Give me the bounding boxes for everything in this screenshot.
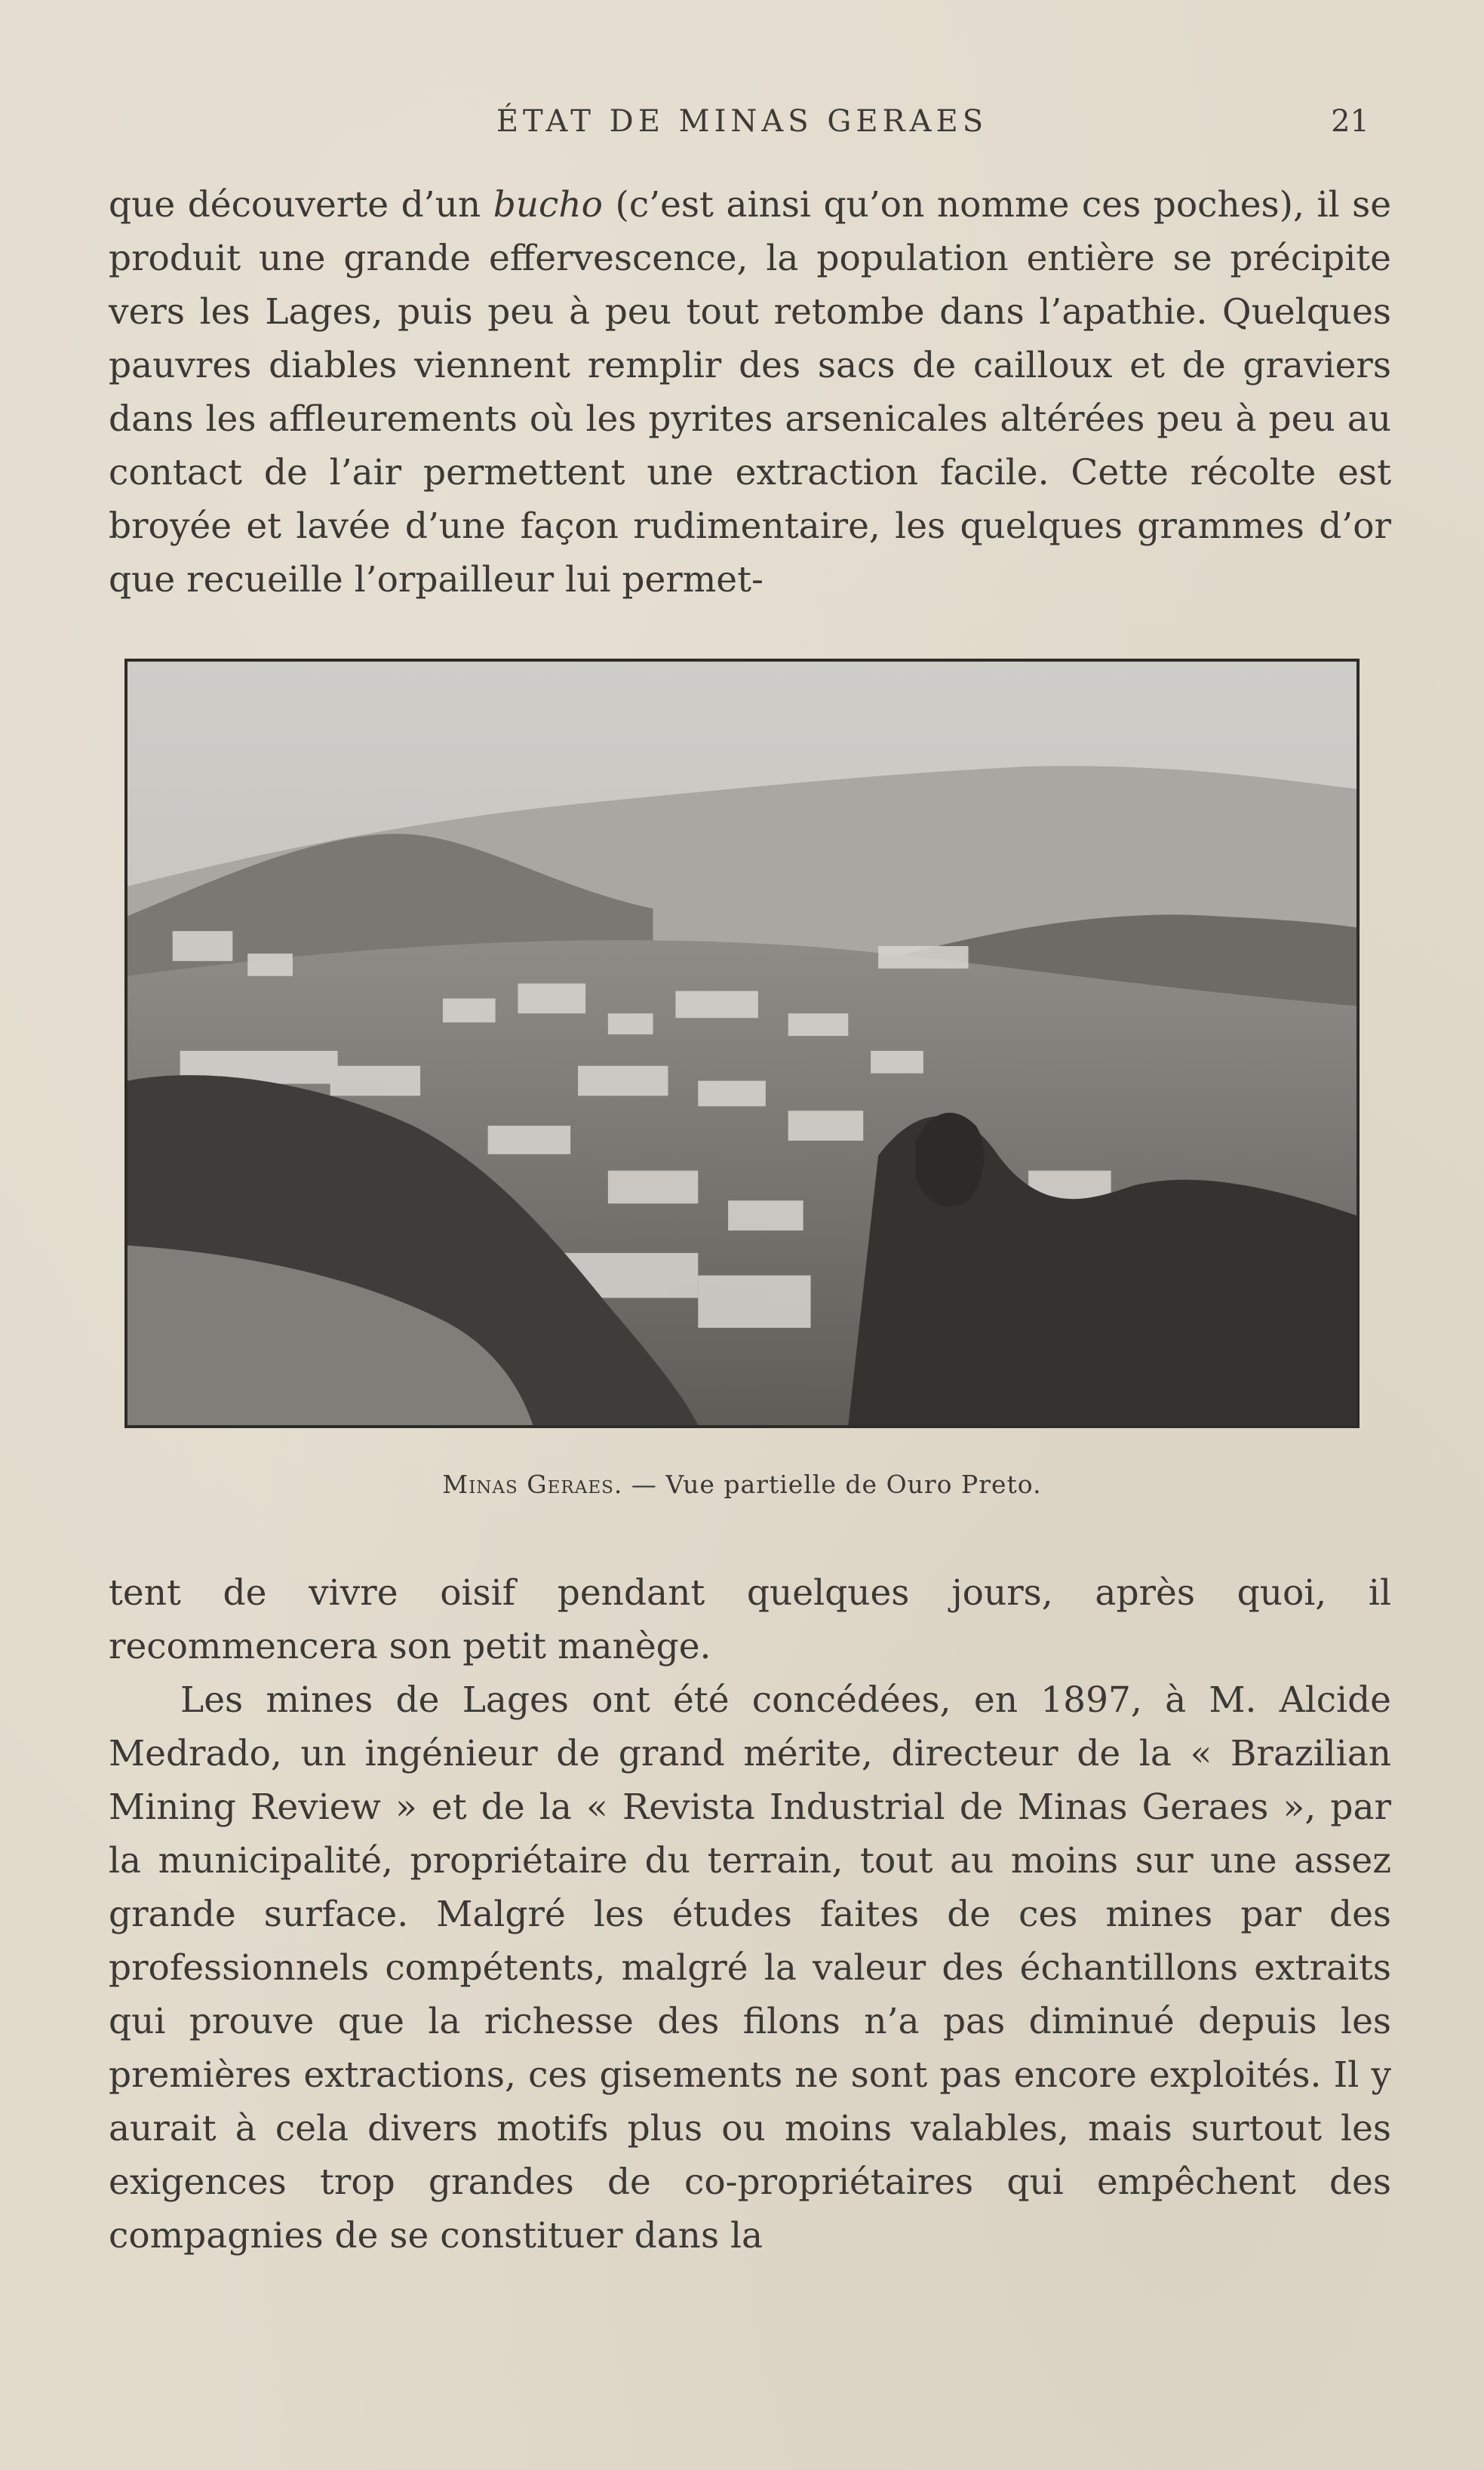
running-header — [0, 104, 1484, 149]
running-title: ÉTAT DE MINAS GERAES — [496, 104, 988, 139]
top-paragraph — [109, 178, 1391, 607]
top-paragraph-start: que découverte d’un — [109, 184, 493, 226]
caption-text: — Vue partielle de Ouro Preto. — [622, 1470, 1042, 1499]
photo-ouro-preto — [124, 659, 1360, 1428]
italic-term: bucho — [493, 184, 603, 226]
continuation-paragraph: tent de vivre oisif pendant quelques jours, après quoi, il recommencera son petit manège. — [109, 1572, 1391, 1667]
caption-place: Minas Geraes. — [442, 1470, 623, 1499]
bottom-text-block — [109, 1566, 1391, 2263]
top-paragraph-rest: (c’est ainsi qu’on nomme ces poches), il se produit une grande effervescence, la population entière se précipite vers les Lages, puis peu à peu tout retombe dans l’apathie. Quelques pauvres diables viennent remplir des sacs de cailloux et de graviers dans les affleurements où les pyrites arsenicales altérées peu à peu au contact de l’air permettent une extraction facile. Cette récolte est broyée et lavée d’une façon rudimentaire, les quelques grammes d’or que recueille l’orpailleur lui permet- — [109, 184, 1392, 601]
top-text-block — [109, 178, 1391, 607]
figure-caption — [0, 1470, 1484, 1499]
page-number: 21 — [1331, 104, 1369, 139]
landscape-photo-illustration — [128, 662, 1356, 1425]
mines-de-lages-paragraph: Les mines de Lages ont été concédées, en 1897, à M. Alcide Medrado, un ingénieur de grand mérite, directeur de la « Brazilian Mining Review » et de la « Revista Industrial de Minas Geraes », par la municipalité, propriétaire du terrain, tout au moins sur une assez grande surface. Malgré les études faites de ces mines par des professionnels compétents, malgré la valeur des échantillons extraits qui prouve que la richesse des filons n’a pas diminué depuis les premières extractions, ces gisements ne sont pas encore exploités. Il y aurait à cela divers motifs plus ou moins valables, mais surtout les exigences trop grandes de co-propriétaires qui empêchent des compagnies de se constituer dans la — [109, 1679, 1391, 2256]
